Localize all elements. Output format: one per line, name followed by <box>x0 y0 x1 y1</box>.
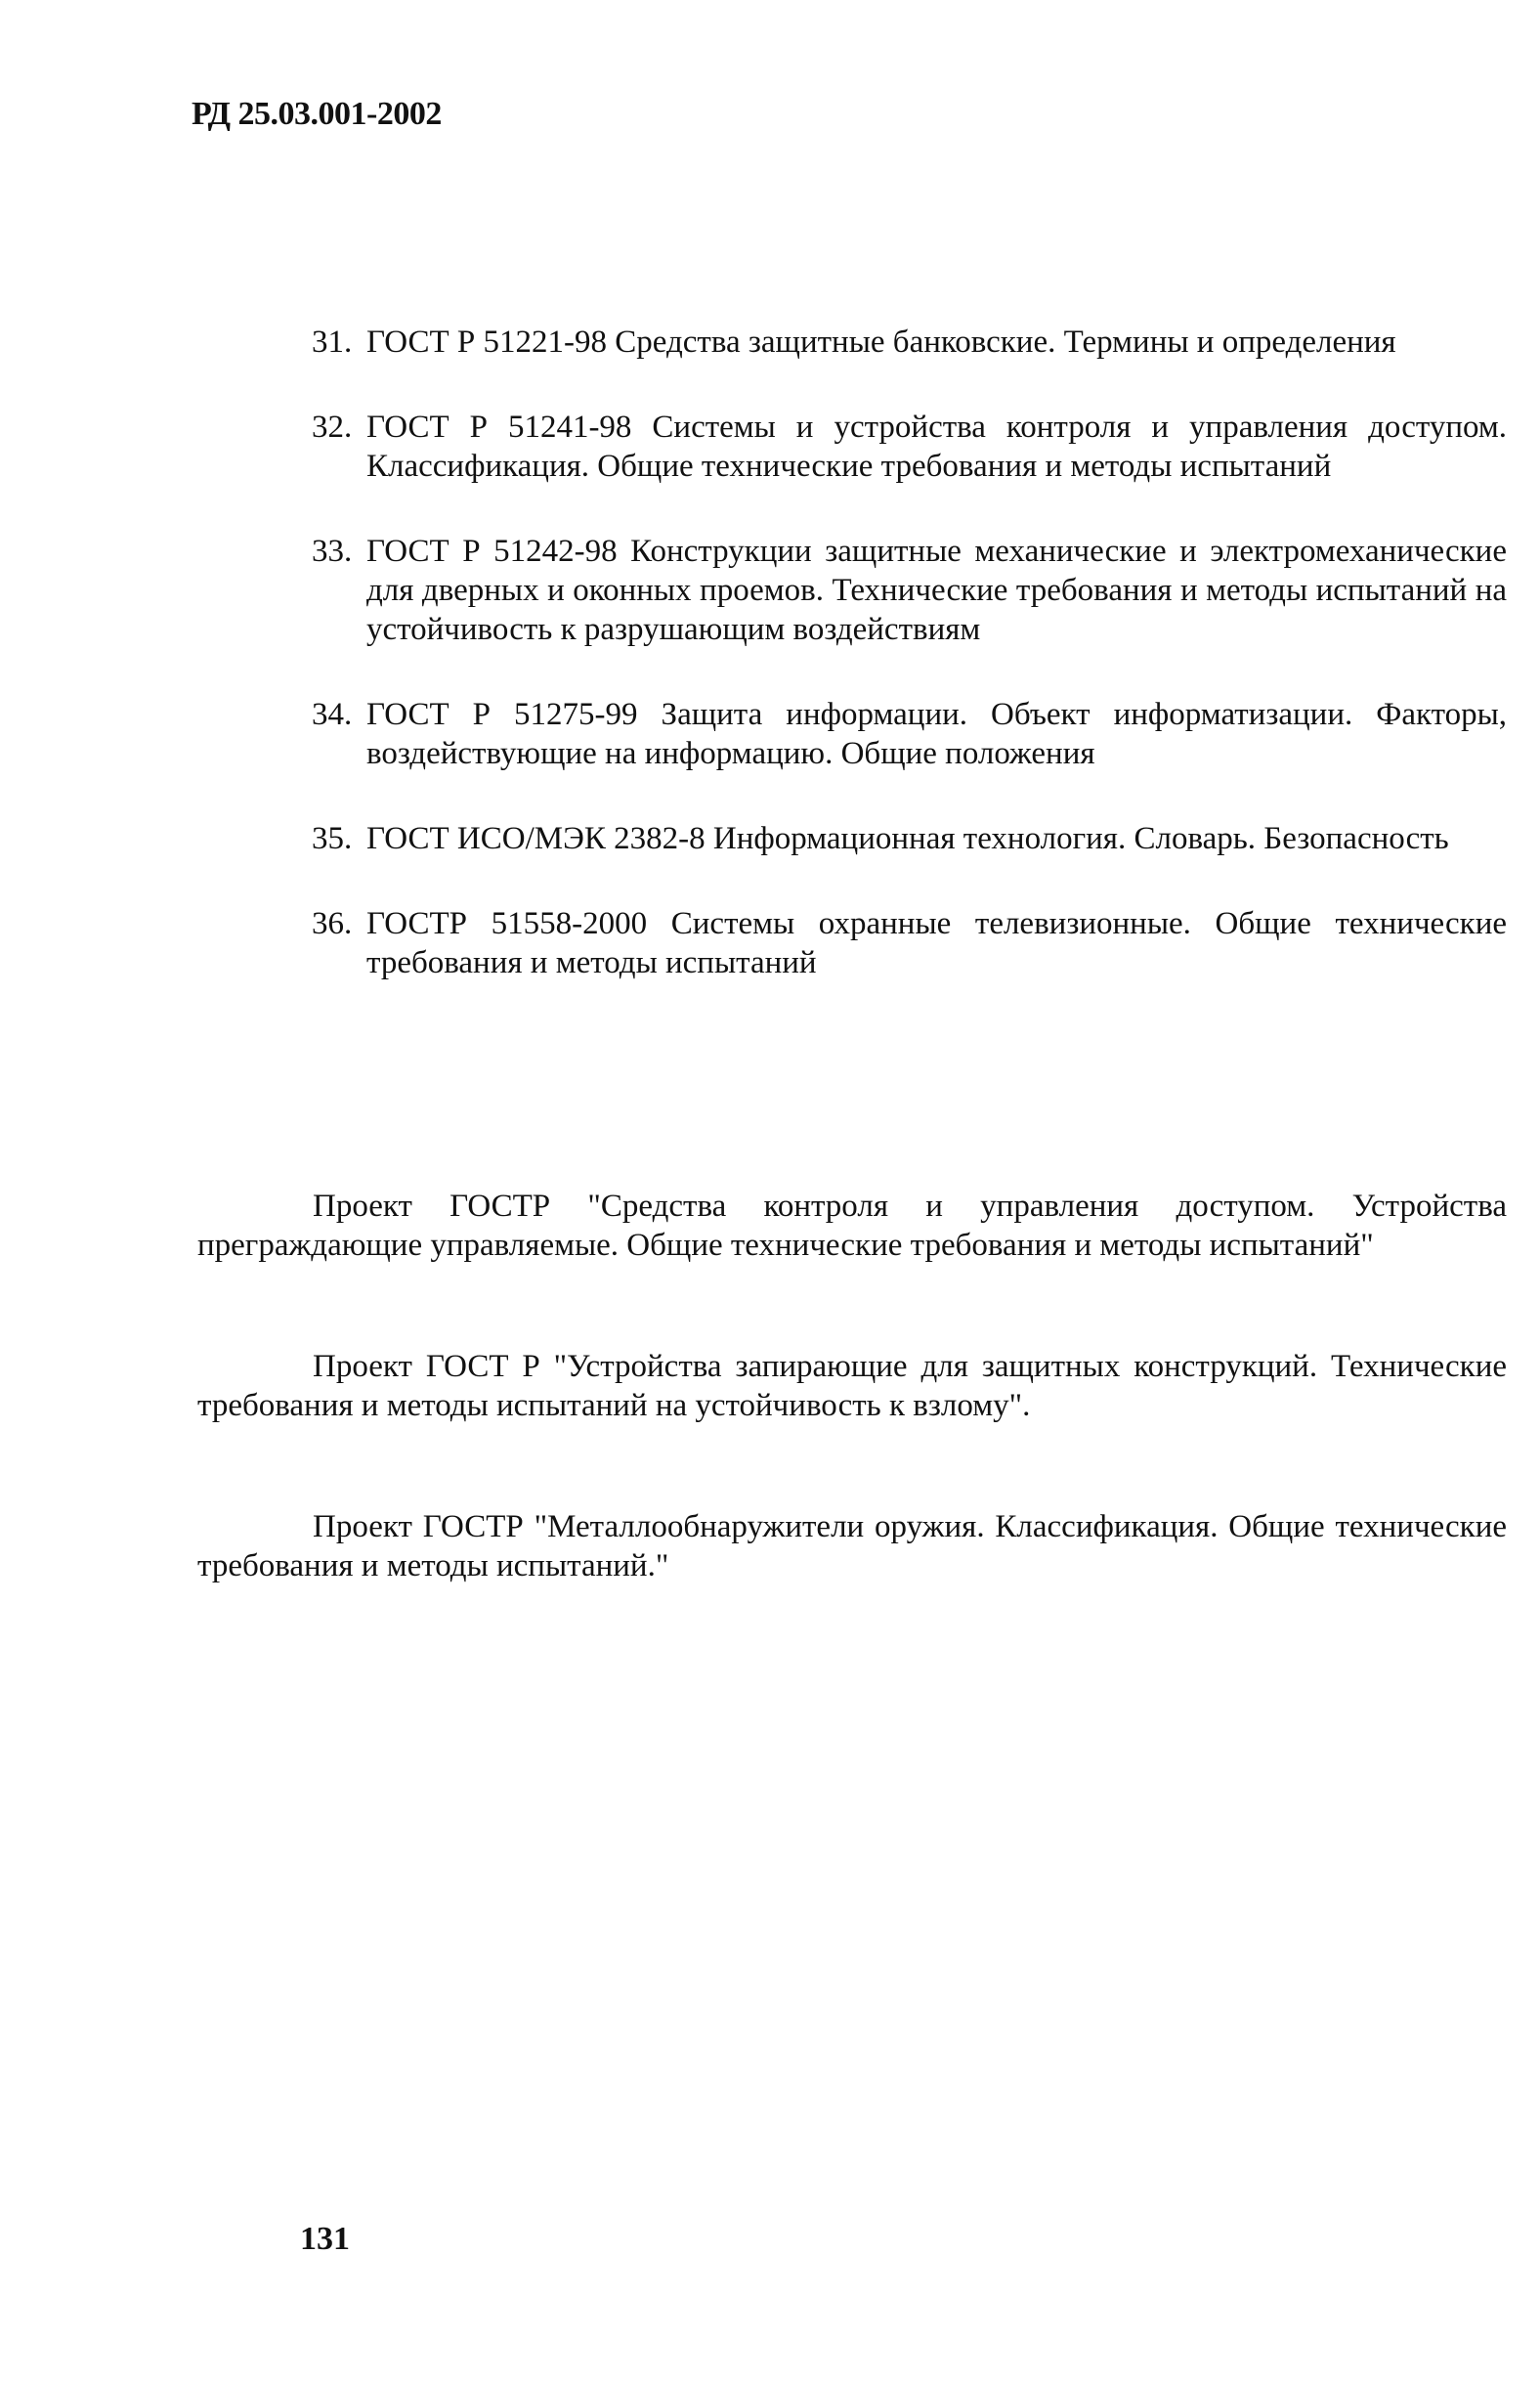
draft-standard-paragraph: Проект ГОСТР "Металлообнаружители оружия. Классификация. Общие технические требования и методы испытаний." <box>197 1509 1507 1583</box>
reference-number: 31. <box>312 325 353 360</box>
reference-item <box>312 323 1507 362</box>
reference-number: 35. <box>312 821 353 856</box>
reference-item <box>312 904 1507 982</box>
reference-text: ГОСТ Р 51242-98 Конструкции защитные механические и электромеханические для дверных и оконных проемов. Технические требования и методы испытаний на устойчивость к разрушающим воздействиям <box>366 534 1507 647</box>
reference-text: ГОСТ Р 51221-98 Средства защитные банковские. Термины и определения <box>366 325 1396 360</box>
draft-standard-paragraph: Проект ГОСТР "Средства контроля и управления доступом. Устройства преграждающие управляемые. Общие технические требования и методы испытаний" <box>197 1189 1507 1263</box>
reference-item <box>312 819 1507 858</box>
reference-text: ГОСТ ИСО/МЭК 2382-8 Информационная технология. Словарь. Безопасность <box>366 821 1449 856</box>
reference-item <box>312 408 1507 486</box>
reference-number: 36. <box>312 906 353 941</box>
reference-text: ГОСТР 51558-2000 Системы охранные телевизионные. Общие технические требования и методы испытаний <box>366 906 1507 980</box>
draft-standards-section <box>197 1187 1507 1668</box>
reference-number: 33. <box>312 534 353 569</box>
document-header: РД 25.03.001-2002 <box>192 96 442 132</box>
reference-number: 32. <box>312 410 353 445</box>
reference-text: ГОСТ Р 51275-99 Защита информации. Объект информатизации. Факторы, воздействующие на информацию. Общие положения <box>366 697 1507 771</box>
page-number: 131 <box>300 2221 350 2257</box>
reference-item <box>312 532 1507 649</box>
reference-text: ГОСТ Р 51241-98 Системы и устройства контроля и управления доступом. Классификация. Общие технические требования и методы испытаний <box>366 410 1507 484</box>
reference-number: 34. <box>312 697 353 732</box>
draft-standard-paragraph: Проект ГОСТ Р "Устройства запирающие для защитных конструкций. Технические требования и методы испытаний на устойчивость к взлому". <box>197 1349 1507 1423</box>
reference-item <box>312 695 1507 773</box>
reference-list <box>312 323 1507 1028</box>
